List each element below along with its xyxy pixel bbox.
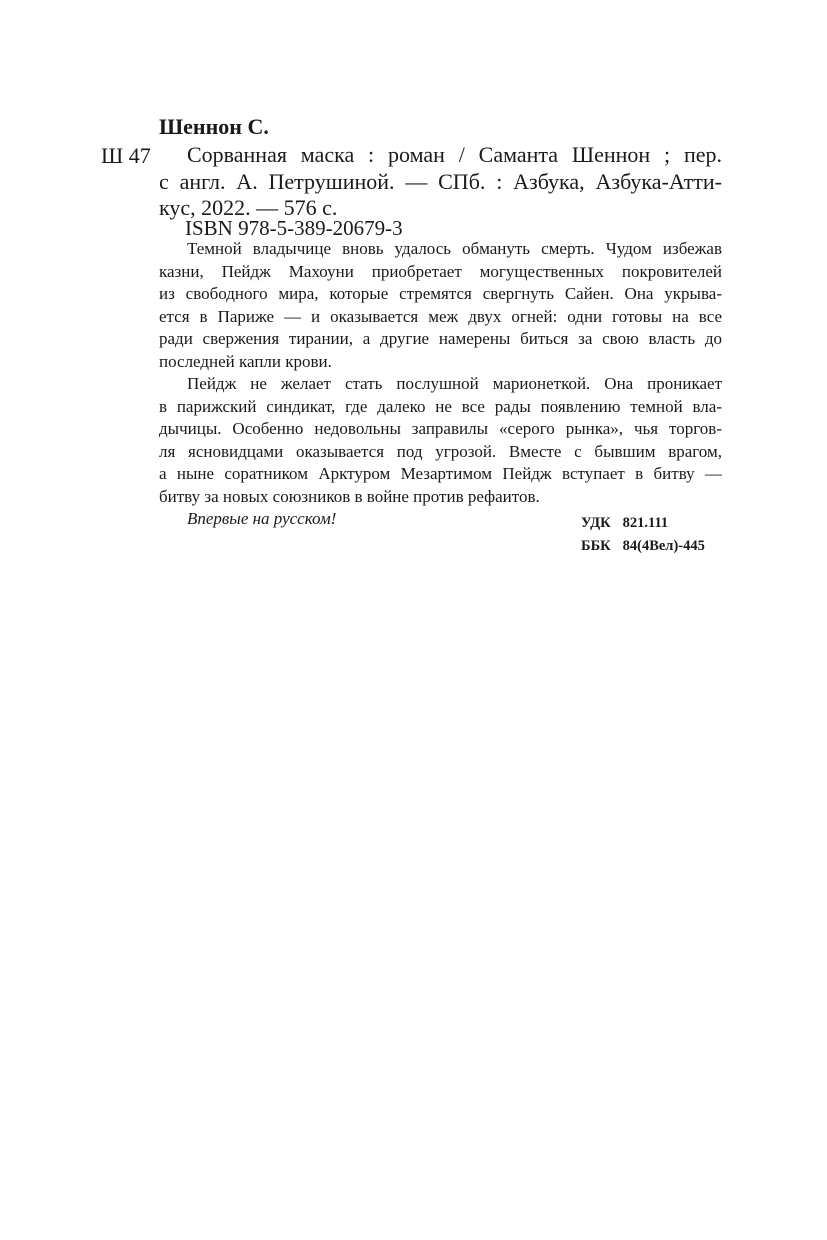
annotation-line: ради свержения тирании, а другие намерены биться за свою власть до — [159, 329, 722, 348]
author-heading: Шеннон С. — [159, 114, 269, 139]
biblio-line: Сорванная маска : роман / Саманта Шеннон ; пер. — [187, 142, 722, 167]
udk-value: 821.111 — [622, 515, 669, 531]
annotation-line: битву за новых союзников в войне против рефаитов. — [159, 486, 540, 506]
annotation-line: из свободного мира, которые стремятся свергнуть Сайен. Она укрыва- — [159, 284, 722, 303]
isbn: ISBN 978-5-389-20679-3 — [185, 216, 403, 240]
author-sign-code: Ш 47 — [101, 143, 151, 168]
classification-indices — [581, 512, 705, 558]
biblio-line: с англ. А. Петрушиной. — СПб. : Азбука, Азбука-Атти- — [159, 168, 722, 194]
annotation-line: казни, Пейдж Махоуни приобретает могущественных покровителей — [159, 261, 722, 281]
biblio-line: кус, 2022. — 576 с. — [159, 195, 338, 220]
bibliographic-description — [159, 142, 722, 222]
udk-row — [581, 512, 705, 535]
annotation-line: Темной владычице вновь удалось обмануть смерть. Чудом избежав — [187, 239, 722, 258]
annotation-line: ля ясновидцами оказывается под угрозой. Вместе с бывшим врагом, — [159, 441, 722, 461]
annotation-line: ется в Париже — и оказывается меж двух огней: одни готовы на все — [159, 306, 722, 326]
bbk-value: 84(4Вел)-445 — [622, 538, 705, 554]
first-in-russian-note: Впервые на русском! — [187, 509, 337, 528]
annotation-line: в парижский синдикат, где далеко не все рады появлению темной вла- — [159, 396, 722, 416]
bbk-label: ББК — [581, 538, 611, 554]
annotation-line: Пейдж не желает стать послушной марионеткой. Она проникает — [187, 374, 722, 393]
annotation-line: последней капли крови. — [159, 351, 332, 371]
bbk-row — [581, 535, 705, 558]
annotation — [159, 238, 722, 531]
annotation-line: а ныне соратником Арктуром Мезартимом Пейдж вступает в битву — — [159, 464, 722, 483]
udk-label: УДК — [581, 515, 611, 531]
annotation-line: дычицы. Особенно недовольны заправилы «серого рынка», чья торгов- — [159, 419, 722, 438]
